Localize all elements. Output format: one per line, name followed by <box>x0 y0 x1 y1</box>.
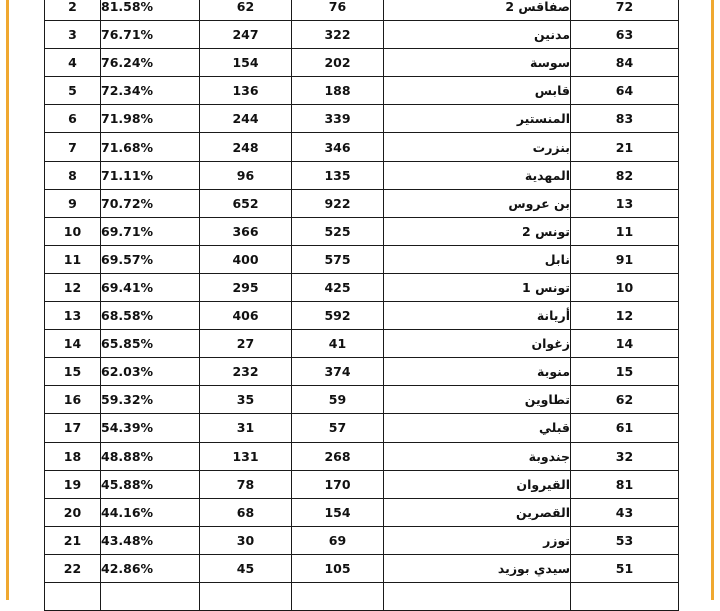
success-rate-cell: 68.58% <box>101 302 200 330</box>
table-row <box>45 0 679 21</box>
region-name-cell: أريانة <box>384 302 571 330</box>
passed-count-cell: 295 <box>200 273 292 301</box>
candidates-count-cell: 188 <box>292 77 384 105</box>
candidates-count-cell: 525 <box>292 217 384 245</box>
passed-count-cell: 232 <box>200 358 292 386</box>
candidates-count-cell: 592 <box>292 302 384 330</box>
table-row <box>45 245 679 273</box>
region-name-cell <box>384 582 571 610</box>
region-name-cell: تطاوين <box>384 386 571 414</box>
success-rate-cell: 69.41% <box>101 273 200 301</box>
region-name-cell: نابل <box>384 245 571 273</box>
region-code-cell: 21 <box>571 133 679 161</box>
candidates-count-cell: 76 <box>292 0 384 21</box>
success-rate-cell: 76.71% <box>101 21 200 49</box>
region-code-cell: 32 <box>571 442 679 470</box>
region-name-cell: تونس 1 <box>384 273 571 301</box>
rank-cell: 20 <box>45 498 101 526</box>
region-code-cell <box>571 582 679 610</box>
region-code-cell: 63 <box>571 21 679 49</box>
success-rate-cell: 43.48% <box>101 526 200 554</box>
region-code-cell: 10 <box>571 273 679 301</box>
success-rate-cell: 54.39% <box>101 414 200 442</box>
passed-count-cell: 244 <box>200 105 292 133</box>
rank-cell: 16 <box>45 386 101 414</box>
results-table-body <box>45 0 679 611</box>
candidates-count-cell: 322 <box>292 21 384 49</box>
success-rate-cell: 62.03% <box>101 358 200 386</box>
passed-count-cell: 30 <box>200 526 292 554</box>
candidates-count-cell: 170 <box>292 470 384 498</box>
rank-cell: 22 <box>45 554 101 582</box>
candidates-count-cell: 202 <box>292 49 384 77</box>
success-rate-cell: 71.11% <box>101 161 200 189</box>
region-code-cell: 64 <box>571 77 679 105</box>
region-code-cell: 61 <box>571 414 679 442</box>
region-code-cell: 84 <box>571 49 679 77</box>
rank-cell: 17 <box>45 414 101 442</box>
table-row <box>45 414 679 442</box>
success-rate-cell: 65.85% <box>101 330 200 358</box>
rank-cell: 13 <box>45 302 101 330</box>
candidates-count-cell <box>292 582 384 610</box>
table-row <box>45 554 679 582</box>
page-border-right <box>711 0 714 600</box>
table-row <box>45 330 679 358</box>
passed-count-cell: 154 <box>200 49 292 77</box>
region-name-cell: بن عروس <box>384 189 571 217</box>
rank-cell: 6 <box>45 105 101 133</box>
region-code-cell: 91 <box>571 245 679 273</box>
success-rate-cell: 71.98% <box>101 105 200 133</box>
region-name-cell: المهدية <box>384 161 571 189</box>
passed-count-cell: 62 <box>200 0 292 21</box>
passed-count-cell: 27 <box>200 330 292 358</box>
rank-cell: 8 <box>45 161 101 189</box>
rank-cell: 9 <box>45 189 101 217</box>
region-code-cell: 11 <box>571 217 679 245</box>
region-name-cell: القصرين <box>384 498 571 526</box>
rank-cell: 15 <box>45 358 101 386</box>
table-row <box>45 470 679 498</box>
rank-cell <box>45 582 101 610</box>
region-code-cell: 82 <box>571 161 679 189</box>
region-name-cell: تونس 2 <box>384 217 571 245</box>
table-row <box>45 189 679 217</box>
region-name-cell: قابس <box>384 77 571 105</box>
region-name-cell: بنزرت <box>384 133 571 161</box>
passed-count-cell: 131 <box>200 442 292 470</box>
table-row <box>45 582 679 610</box>
rank-cell: 4 <box>45 49 101 77</box>
rank-cell: 11 <box>45 245 101 273</box>
candidates-count-cell: 41 <box>292 330 384 358</box>
candidates-count-cell: 59 <box>292 386 384 414</box>
passed-count-cell: 31 <box>200 414 292 442</box>
passed-count-cell: 45 <box>200 554 292 582</box>
passed-count-cell: 366 <box>200 217 292 245</box>
table-row <box>45 49 679 77</box>
rank-cell: 3 <box>45 21 101 49</box>
candidates-count-cell: 374 <box>292 358 384 386</box>
success-rate-cell: 72.34% <box>101 77 200 105</box>
success-rate-cell: 69.57% <box>101 245 200 273</box>
table-row <box>45 442 679 470</box>
passed-count-cell: 247 <box>200 21 292 49</box>
success-rate-cell: 48.88% <box>101 442 200 470</box>
rank-cell: 10 <box>45 217 101 245</box>
results-table-container <box>44 0 672 611</box>
rank-cell: 14 <box>45 330 101 358</box>
table-row <box>45 217 679 245</box>
success-rate-cell: 45.88% <box>101 470 200 498</box>
candidates-count-cell: 105 <box>292 554 384 582</box>
region-code-cell: 13 <box>571 189 679 217</box>
candidates-count-cell: 57 <box>292 414 384 442</box>
passed-count-cell: 96 <box>200 161 292 189</box>
table-row <box>45 77 679 105</box>
region-code-cell: 72 <box>571 0 679 21</box>
region-code-cell: 81 <box>571 470 679 498</box>
region-name-cell: سوسة <box>384 49 571 77</box>
rank-cell: 21 <box>45 526 101 554</box>
region-name-cell: توزر <box>384 526 571 554</box>
table-row <box>45 498 679 526</box>
passed-count-cell: 406 <box>200 302 292 330</box>
passed-count-cell: 652 <box>200 189 292 217</box>
candidates-count-cell: 154 <box>292 498 384 526</box>
region-name-cell: سيدي بوزيد <box>384 554 571 582</box>
rank-cell: 19 <box>45 470 101 498</box>
region-code-cell: 62 <box>571 386 679 414</box>
candidates-count-cell: 575 <box>292 245 384 273</box>
region-code-cell: 83 <box>571 105 679 133</box>
rank-cell: 5 <box>45 77 101 105</box>
candidates-count-cell: 922 <box>292 189 384 217</box>
candidates-count-cell: 268 <box>292 442 384 470</box>
region-code-cell: 53 <box>571 526 679 554</box>
passed-count-cell: 400 <box>200 245 292 273</box>
table-row <box>45 358 679 386</box>
region-code-cell: 43 <box>571 498 679 526</box>
rank-cell: 7 <box>45 133 101 161</box>
table-row <box>45 386 679 414</box>
table-row <box>45 21 679 49</box>
region-code-cell: 14 <box>571 330 679 358</box>
table-row <box>45 526 679 554</box>
success-rate-cell: 76.24% <box>101 49 200 77</box>
candidates-count-cell: 69 <box>292 526 384 554</box>
success-rate-cell: 71.68% <box>101 133 200 161</box>
success-rate-cell: 81.58% <box>101 0 200 21</box>
rank-cell: 2 <box>45 0 101 21</box>
passed-count-cell <box>200 582 292 610</box>
region-code-cell: 12 <box>571 302 679 330</box>
success-rate-cell: 44.16% <box>101 498 200 526</box>
success-rate-cell <box>101 582 200 610</box>
region-name-cell: منوبة <box>384 358 571 386</box>
results-table <box>44 0 679 611</box>
table-row <box>45 161 679 189</box>
region-name-cell: صفاقس 2 <box>384 0 571 21</box>
region-name-cell: مدنين <box>384 21 571 49</box>
success-rate-cell: 69.71% <box>101 217 200 245</box>
region-name-cell: المنستير <box>384 105 571 133</box>
region-code-cell: 15 <box>571 358 679 386</box>
region-name-cell: القيروان <box>384 470 571 498</box>
candidates-count-cell: 425 <box>292 273 384 301</box>
region-name-cell: زغوان <box>384 330 571 358</box>
region-name-cell: قبلي <box>384 414 571 442</box>
region-code-cell: 51 <box>571 554 679 582</box>
passed-count-cell: 136 <box>200 77 292 105</box>
success-rate-cell: 42.86% <box>101 554 200 582</box>
success-rate-cell: 70.72% <box>101 189 200 217</box>
table-row <box>45 273 679 301</box>
rank-cell: 18 <box>45 442 101 470</box>
table-row <box>45 133 679 161</box>
table-row <box>45 105 679 133</box>
success-rate-cell: 59.32% <box>101 386 200 414</box>
table-row <box>45 302 679 330</box>
passed-count-cell: 68 <box>200 498 292 526</box>
passed-count-cell: 35 <box>200 386 292 414</box>
candidates-count-cell: 339 <box>292 105 384 133</box>
region-name-cell: جندوبة <box>384 442 571 470</box>
rank-cell: 12 <box>45 273 101 301</box>
candidates-count-cell: 346 <box>292 133 384 161</box>
passed-count-cell: 78 <box>200 470 292 498</box>
candidates-count-cell: 135 <box>292 161 384 189</box>
page-border-left <box>6 0 9 600</box>
passed-count-cell: 248 <box>200 133 292 161</box>
